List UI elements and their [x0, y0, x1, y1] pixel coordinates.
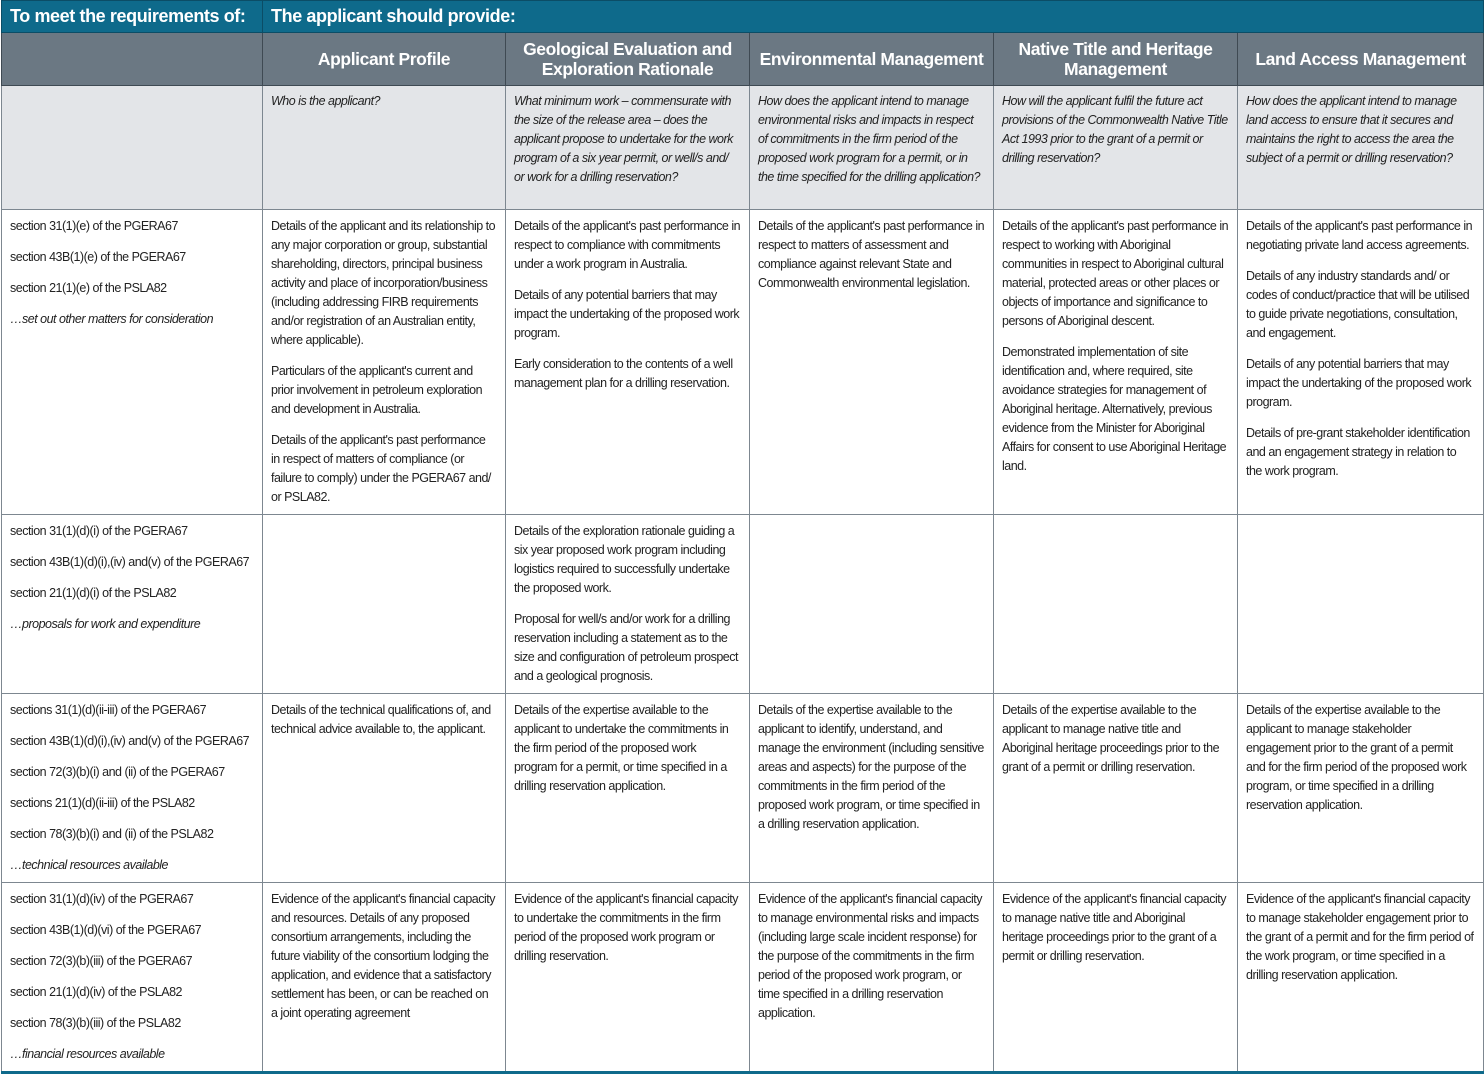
- requirement-cell: [1238, 515, 1484, 694]
- requirement-paragraph: Evidence of the applicant's financial capacity to manage stakeholder engagement prior to the grant of a permit and for the firm period of the work program, or time specified in a drilling reservation application.: [1246, 892, 1474, 982]
- legislation-ref: section 21(1)(d)(i) of the PSLA82: [10, 586, 177, 600]
- requirement-paragraph: Details of any potential barriers that may impact the undertaking of the proposed work program.: [1246, 357, 1472, 409]
- requirement-paragraph: Proposal for well/s and/or work for a drilling reservation including a statement as to the size and configuration of petroleum prospect and a geological prognosis.: [514, 612, 738, 683]
- consideration-note: …financial resources available: [10, 1047, 165, 1061]
- column-header: Geological Evaluation and Exploration Rationale: [506, 33, 750, 86]
- requirement-cell: [994, 210, 1238, 515]
- legislation-ref: section 31(1)(d)(iv) of the PGERA67: [10, 892, 194, 906]
- requirement-cell: [1238, 883, 1484, 1073]
- requirement-paragraph: Particulars of the applicant's current and prior involvement in petroleum exploration and development in Australia.: [271, 364, 483, 416]
- requirement-paragraph: Evidence of the applicant's financial capacity to manage native title and Aboriginal heritage proceedings prior to the grant of a permit or drilling reservation.: [1002, 892, 1226, 963]
- requirement-paragraph: Details of the applicant's past performance in respect to matters of assessment and compliance against relevant State and Commonwealth environmental legislation.: [758, 219, 985, 290]
- legislation-ref: sections 21(1)(d)(ii-iii) of the PSLA82: [10, 796, 195, 810]
- legislation-ref: sections 31(1)(d)(ii-iii) of the PGERA67: [10, 703, 207, 717]
- requirement-cell: [750, 210, 994, 515]
- requirement-paragraph: Evidence of the applicant's financial capacity and resources. Details of any proposed consortium arrangements, including the future viability of the consortium lodging the application, and evidence that a satisfactory settlement has been, or can be reached on a joint operating agreement: [271, 892, 495, 1020]
- requirement-cell: [506, 515, 750, 694]
- provide-heading: The applicant should provide:: [263, 1, 1484, 33]
- legislation-refs-cell: [2, 694, 263, 883]
- requirements-heading: To meet the requirements of:: [2, 1, 263, 33]
- column-header: Native Title and Heritage Management: [994, 33, 1238, 86]
- column-question: How will the applicant fulfil the future act provisions of the Commonwealth Native Title Act 1993 prior to the grant of a permit or drilling reservation?: [994, 86, 1238, 210]
- blank-header-cell: [2, 33, 263, 86]
- table-row: [2, 515, 1484, 694]
- requirement-cell: [1238, 210, 1484, 515]
- requirement-cell: [750, 515, 994, 694]
- legislation-refs-cell: [2, 515, 263, 694]
- legislation-ref: section 43B(1)(e) of the PGERA67: [10, 250, 186, 264]
- column-question: How does the applicant intend to manage land access to ensure that it secures and maintains the right to access the area the subject of a permit or drilling reservation?: [1238, 86, 1484, 210]
- legislation-refs-cell: [2, 210, 263, 515]
- requirement-paragraph: Details of the applicant and its relationship to any major corporation or group, substantial shareholding, directors, principal business activity and place of incorporation/business (including addressing FIRB requirements and/or registration of an Australian entity, where applicable).: [271, 219, 496, 347]
- requirements-table: [1, 0, 1484, 1074]
- legislation-ref: section 43B(1)(d)(vi) of the PGERA67: [10, 923, 202, 937]
- requirement-cell: [750, 883, 994, 1073]
- consideration-note: …technical resources available: [10, 858, 169, 872]
- requirement-paragraph: Evidence of the applicant's financial capacity to undertake the commitments in the firm period of the proposed work program or drilling reservation.: [514, 892, 738, 963]
- requirement-paragraph: Details of the applicant's past performance in respect of matters of compliance (or failure to comply) under the PGERA67 and/ or PSLA82.: [271, 433, 491, 504]
- requirement-paragraph: Details of the expertise available to the applicant to manage stakeholder engagement prior to the grant of a permit and for the firm period of the proposed work program, or time specified in a drilling reservation application.: [1246, 703, 1467, 812]
- requirement-paragraph: Details of the expertise available to the applicant to manage native title and Aboriginal heritage proceedings prior to the grant of a permit or drilling reservation.: [1002, 703, 1220, 774]
- requirement-cell: [750, 694, 994, 883]
- requirement-paragraph: Early consideration to the contents of a well management plan for a drilling reservation.: [514, 357, 733, 390]
- legislation-ref: section 21(1)(d)(iv) of the PSLA82: [10, 985, 182, 999]
- requirement-cell: [263, 883, 506, 1073]
- legislation-refs-cell: [2, 883, 263, 1073]
- requirement-paragraph: Details of any industry standards and/ or codes of conduct/practice that will be utilised to guide private negotiations, consultation, and engagement.: [1246, 269, 1470, 340]
- requirement-cell: [506, 694, 750, 883]
- requirement-cell: [994, 515, 1238, 694]
- requirement-paragraph: Details of the applicant's past performance in respect to compliance with commitments under a work program in Australia.: [514, 219, 741, 271]
- legislation-ref: section 72(3)(b)(iii) of the PGERA67: [10, 954, 193, 968]
- column-header: Land Access Management: [1238, 33, 1484, 86]
- legislation-ref: section 78(3)(b)(iii) of the PSLA82: [10, 1016, 181, 1030]
- requirement-paragraph: Details of the expertise available to the applicant to undertake the commitments in the firm period of the proposed work program for a permit, or time specified in a drilling reservation application.: [514, 703, 729, 793]
- requirement-paragraph: Details of the applicant's past performance in negotiating private land access agreements.: [1246, 219, 1473, 252]
- blank-question-cell: [2, 86, 263, 210]
- requirement-cell: [994, 883, 1238, 1073]
- table-row: [2, 210, 1484, 515]
- legislation-ref: section 31(1)(e) of the PGERA67: [10, 219, 178, 233]
- requirement-paragraph: Details of pre-grant stakeholder identification and an engagement strategy in relation to the work program.: [1246, 426, 1470, 478]
- requirement-paragraph: Details of the technical qualifications of, and technical advice available to, the applicant.: [271, 703, 491, 736]
- consideration-note: …set out other matters for consideration: [10, 312, 214, 326]
- table-row: [2, 883, 1484, 1073]
- requirement-paragraph: Details of the expertise available to the applicant to identify, understand, and manage the environment (including sensitive areas and aspects) for the purpose of the commitments in the firm period of the proposed work program, or time specified in a drilling reservation application.: [758, 703, 984, 831]
- table-row: [2, 694, 1484, 883]
- requirement-cell: [263, 210, 506, 515]
- legislation-ref: section 72(3)(b)(i) and (ii) of the PGERA67: [10, 765, 225, 779]
- column-question: What minimum work – commensurate with the size of the release area – does the applicant propose to undertake for the work program of a six year permit, or well/s and/ or work for a drilling reservation?: [506, 86, 750, 210]
- requirement-paragraph: Details of the applicant's past performance in respect to working with Aboriginal communities in respect to Aboriginal cultural material, protected areas or other places or objects of importance and significance to persons of Aboriginal descent.: [1002, 219, 1229, 328]
- legislation-ref: section 21(1)(e) of the PSLA82: [10, 281, 167, 295]
- column-question: Who is the applicant?: [263, 86, 506, 210]
- column-header: Applicant Profile: [263, 33, 506, 86]
- requirement-paragraph: Details of any potential barriers that may impact the undertaking of the proposed work program.: [514, 288, 740, 340]
- legislation-ref: section 43B(1)(d)(i),(iv) and(v) of the PGERA67: [10, 734, 250, 748]
- legislation-ref: section 31(1)(d)(i) of the PGERA67: [10, 524, 188, 538]
- requirement-cell: [506, 883, 750, 1073]
- requirement-cell: [263, 694, 506, 883]
- column-question: How does the applicant intend to manage environmental risks and impacts in respect of commitments in the firm period of the proposed work program for a permit, or in the time specified for the drilling application?: [750, 86, 994, 210]
- column-header: Environmental Management: [750, 33, 994, 86]
- requirement-cell: [994, 694, 1238, 883]
- legislation-ref: section 78(3)(b)(i) and (ii) of the PSLA82: [10, 827, 214, 841]
- requirement-cell: [506, 210, 750, 515]
- requirement-cell: [263, 515, 506, 694]
- requirement-paragraph: Details of the exploration rationale guiding a six year proposed work program including logistics required to successfully undertake the proposed work.: [514, 524, 735, 595]
- requirement-paragraph: Evidence of the applicant's financial capacity to manage environmental risks and impacts (including large scale incident response) for the purpose of the commitments in the firm period of the proposed work program, or time specified in a drilling reservation application.: [758, 892, 982, 1020]
- requirement-paragraph: Demonstrated implementation of site identification and, where required, site avoidance strategies for management of Aboriginal heritage. Alternatively, previous evidence from the Minister for Aboriginal Affairs for consent to use Aboriginal Heritage land.: [1002, 345, 1227, 473]
- legislation-ref: section 43B(1)(d)(i),(iv) and(v) of the PGERA67: [10, 555, 250, 569]
- requirement-cell: [1238, 694, 1484, 883]
- consideration-note: …proposals for work and expenditure: [10, 617, 201, 631]
